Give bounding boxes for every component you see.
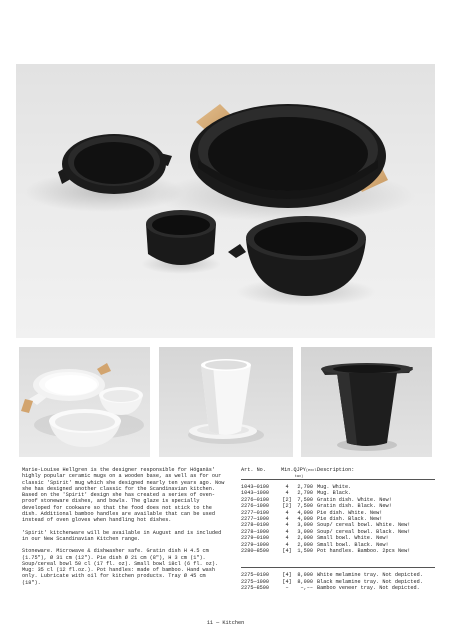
black-cookware-illustration [16, 64, 435, 338]
art-number: 2279—0100 [241, 535, 270, 542]
price-jpy: 1,500 [297, 547, 313, 554]
min-quantity: [4] [282, 578, 292, 585]
page-footer: 11 — Kitchen [206, 620, 245, 626]
price-jpy: 7,500 [297, 496, 313, 503]
table-row [241, 585, 435, 591]
item-description: Soup/ cereal bowl. White. New! [317, 522, 411, 529]
main-product-photo [16, 64, 435, 338]
min-quantity: 4 [285, 509, 289, 516]
header-divider [241, 479, 435, 480]
art-number: 2277—1000 [241, 515, 270, 522]
black-mug-photo [301, 347, 432, 457]
price-jpy: 2,700 [297, 484, 313, 490]
item-description: Soup/ cereal bowl. Black. New! [317, 528, 411, 535]
art-number: 2278—1000 [241, 528, 270, 535]
min-quantity: 4 [285, 528, 289, 535]
item-description: White melamine tray. Not depicted. [317, 572, 423, 579]
min-quantity: 4 [285, 490, 289, 497]
item-description: Gratin dish. Black. New! [317, 503, 392, 510]
black-mug-illustration [301, 347, 432, 457]
item-description: Mug. Black. [317, 490, 352, 497]
white-mug-photo [159, 347, 293, 457]
price-jpy: 7,500 [297, 503, 313, 510]
product-table [241, 467, 435, 591]
price-jpy: 8,000 [297, 578, 313, 585]
small-bowl [146, 210, 216, 265]
price-jpy: 2,000 [297, 535, 313, 542]
price-jpy: 2,000 [297, 541, 313, 548]
art-number: 2276—0100 [241, 496, 270, 503]
price-jpy: 3,000 [297, 528, 313, 535]
table-group-stoneware [241, 484, 435, 554]
item-description: Gratin dish. White. New! [317, 496, 392, 503]
price-jpy: 4,000 [297, 509, 313, 516]
price-jpy: 2,700 [297, 490, 313, 497]
header-jpy-note: (excl. tax) [294, 469, 319, 479]
description-availability: 'Spirit' kitchenware will be available in August and is included in our New Scandinavian Kitchen range. [22, 529, 222, 542]
item-description: Bamboo veneer tray. Not depicted. [317, 585, 420, 592]
min-quantity: 4 [285, 515, 289, 522]
header-art-no: Art. No. [241, 467, 266, 473]
min-quantity: 4 [285, 522, 289, 529]
art-number: 2280—8500 [241, 547, 270, 554]
item-description: Small bowl. Black. New! [317, 541, 389, 548]
art-number: 2275—1000 [241, 578, 270, 585]
item-description: Pie dish. Black. New! [317, 515, 383, 522]
item-description: Mug. White. [317, 484, 352, 490]
min-quantity: 4 [285, 484, 289, 490]
group-divider [241, 567, 435, 568]
price-jpy: 3,000 [297, 522, 313, 529]
art-number: 2275—0100 [241, 572, 270, 579]
art-number: 2279—1000 [241, 541, 270, 548]
table-header [241, 467, 435, 479]
price-jpy: –,–– [300, 585, 313, 592]
art-number: 1043—0100 [241, 484, 270, 490]
header-description: Description: [317, 467, 355, 473]
art-number: 1043—1000 [241, 490, 270, 497]
min-quantity: 4 [285, 541, 289, 548]
product-description [22, 467, 226, 592]
item-description: Pie dish. White. New! [317, 509, 383, 516]
description-specifications: Stoneware. Microwave & dishwasher safe. Gratin dish H 4.5 cm (1.75"), Ø 31 cm (12"). Pie dish Ø 21 cm (8"), H 3 cm (1"). Soup/cereal bowl 50 cl (17 fl. oz). Small bowl 18cl (6 fl. oz). Mug: 35 cl (12 fl.oz.). Pot handles: made of bamboo. Hand wash only. Lubricate with oil for kitchen products. Tray Ø 45 cm (18"). [22, 548, 219, 586]
header-min-q: Min.Q [281, 467, 297, 473]
white-cookware-photo [19, 347, 150, 457]
table-group-trays [241, 572, 435, 591]
min-quantity: – [285, 585, 289, 592]
page-number: 11 [206, 620, 214, 626]
art-number: 2275—8500 [241, 585, 270, 592]
white-mug-illustration [159, 347, 293, 457]
price-jpy: 4,000 [297, 515, 313, 522]
section-name: Kitchen [222, 620, 245, 626]
header-jpy: JPY [296, 467, 306, 473]
item-description: Pot handles. Bamboo. 2pcs New! [317, 547, 411, 554]
art-number: 2276—1000 [241, 503, 270, 510]
min-quantity: [4] [282, 572, 292, 579]
min-quantity: [2] [282, 503, 292, 510]
min-quantity: 4 [285, 535, 289, 542]
art-number: 2277—0100 [241, 509, 270, 516]
art-number: 2278—0100 [241, 522, 270, 529]
description-intro: Marie-Louise Hellgren is the designer responsible for Höganäs' highly popular ceramic mugs on a wooden base, as well as for our classic 'Spirit' mug which she designed nearly ten years ago. Now she has designed another classic for the Scandinavian kitchen. Based on the 'Spirit' design she has created a series of oven-proof stoneware dishes, and bowls. The glaze is specially developed for cookware so that the food does not stick to the dish. Additional bamboo handles are available that can be used instead of oven gloves when handling hot dishes. [22, 467, 225, 524]
item-description: Black melamine tray. Not depicted. [317, 578, 423, 585]
white-cookware-illustration [19, 347, 150, 457]
price-jpy: 8,000 [297, 572, 313, 579]
header-minq-jpy [281, 467, 317, 479]
item-description: Small bowl. White. New! [317, 535, 389, 542]
min-quantity: [4] [282, 547, 292, 554]
min-quantity: [2] [282, 496, 292, 503]
table-row [241, 548, 435, 554]
table-gap [241, 554, 435, 567]
